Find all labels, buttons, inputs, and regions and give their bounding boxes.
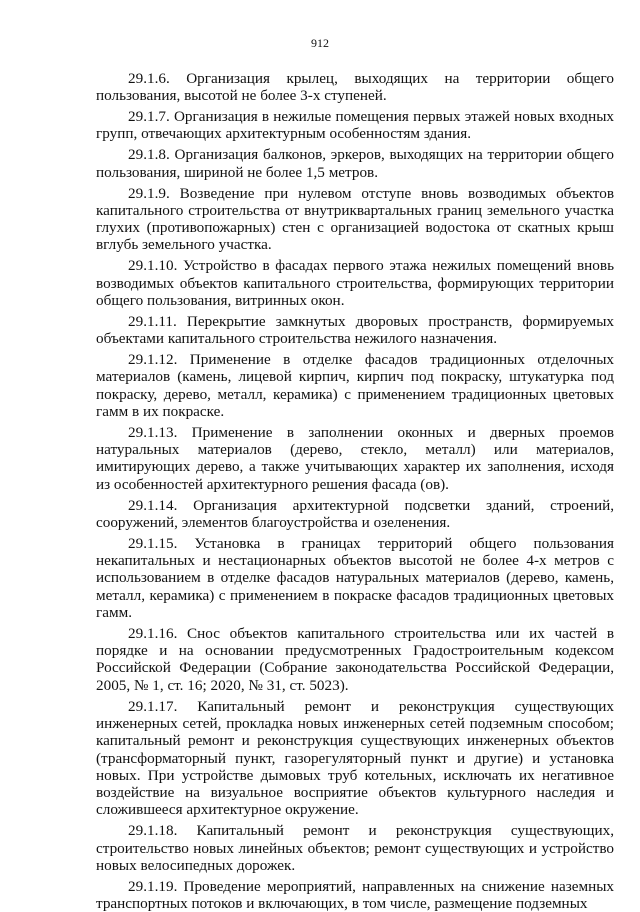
paragraph-line: сложившееся архитектурное окружение. [96, 801, 359, 819]
paragraph-line: 29.1.8. Организация балконов, эркеров, выходящих на территории общего [128, 146, 614, 164]
paragraph-line: 29.1.11. Перекрытие замкнутых дворовых пространств, формируемых [128, 312, 614, 330]
paragraph-line: 29.1.7. Организация в нежилые помещения первых этажей новых входных [128, 108, 614, 126]
paragraph-line: 29.1.18. Капитальный ремонт и реконструкция существующих, [128, 822, 614, 840]
paragraph-line: металл, керамика) с применением в покраске фасадов традиционных цветовых [96, 586, 614, 604]
paragraph [96, 108, 614, 143]
paragraph-line: некапитальных и нестационарных объектов высотой не более 4-х метров с [96, 552, 614, 570]
paragraph-line: инженерных сетей, прокладка новых инженерных сетей подземным способом; [96, 714, 614, 732]
paragraph-line: 29.1.13. Применение в заполнении оконных и дверных проемов [128, 423, 614, 441]
page-number: 912 [311, 36, 329, 50]
paragraph-line: гамм. [96, 603, 132, 621]
paragraph-line: пользования, шириной не более 1,5 метров. [96, 163, 379, 181]
paragraph-line: воздействие на визуальное восприятие объектов культурного наследия и [96, 784, 614, 802]
paragraph-line: порядке и на основании предусмотренных Градостроительным кодексом [96, 642, 614, 660]
paragraph-line: сооружений, элементов благоустройства и озеленения. [96, 513, 451, 531]
paragraph-line: строительство новых линейных объектов; ремонт существующих и устройство [96, 839, 614, 857]
paragraph [96, 424, 614, 493]
paragraph-line: имитирующих дерево, а также учитывающих характер их заполнения, исходя [96, 458, 614, 476]
paragraph [96, 146, 614, 181]
paragraph-line: материалов (камень, лицевой кирпич, кирпич под покраску, штукатурка под [96, 368, 614, 386]
paragraph-line: транспортных потоков и включающих, в том числе, размещение подземных [96, 895, 588, 912]
paragraph [96, 185, 614, 254]
paragraph-line: 29.1.9. Возведение при нулевом отступе вновь возводимых объектов [128, 184, 614, 202]
paragraph-line: возводимых объектов капитального строительства, формирующих территории [96, 274, 614, 292]
paragraph [96, 878, 614, 912]
paragraph [96, 535, 614, 621]
paragraph [96, 822, 614, 874]
paragraph-line: общего пользования, витринных окон. [96, 291, 345, 309]
paragraph-line: 29.1.12. Применение в отделке фасадов традиционных отделочных [128, 351, 614, 369]
paragraph-line: капитальный ремонт и реконструкция существующих инженерных объектов [96, 732, 614, 750]
paragraph [96, 257, 614, 309]
paragraph [96, 70, 614, 105]
paragraph-line: 29.1.6. Организация крылец, выходящих на территории общего [128, 70, 614, 87]
paragraph-line: из особенностей архитектурного решения фасада (ов). [96, 475, 449, 493]
paragraph-line: Российской Федерации (Собрание законодательства Российской Федерации, [96, 659, 614, 677]
paragraph-line: гамм в их покраске. [96, 402, 225, 420]
paragraph-line: 29.1.14. Организация архитектурной подсветки зданий, строений, [128, 496, 614, 514]
paragraph-line: капитального строительства от внутриквартальных границ земельного участка [96, 201, 614, 219]
paragraph [96, 625, 614, 694]
paragraph-line: 29.1.16. Снос объектов капитального строительства или их частей в [128, 624, 614, 642]
paragraph-line: 29.1.10. Устройство в фасадах первого этажа нежилых помещений вновь [128, 257, 614, 275]
paragraph [96, 313, 614, 348]
paragraph-line: групп, отвечающих архитектурным особенностям здания. [96, 125, 472, 143]
paragraph-line: натуральных материалов (дерево, стекло, металл) или материалов, [96, 441, 614, 459]
paragraph [96, 698, 614, 819]
paragraph-line: пользования, высотой не более 3-х ступеней. [96, 87, 387, 105]
paragraph-line: объектами капитального строительства нежилого назначения. [96, 330, 498, 348]
paragraph [96, 351, 614, 420]
paragraph [96, 497, 614, 532]
paragraph-line: покраску, дерево, металл, керамика) с применением традиционных цветовых [96, 385, 614, 403]
document-body [96, 70, 614, 912]
paragraph-line: 2005, № 1, ст. 16; 2020, № 31, ст. 5023). [96, 676, 349, 694]
paragraph-line: 29.1.19. Проведение мероприятий, направленных на снижение наземных [128, 877, 614, 895]
paragraph-line: новых. При устройстве дымовых труб котельных, исключать их негативное [96, 766, 614, 784]
paragraph-line: глухих (противопожарных) стен с организацией водостока от скатных крыш [96, 219, 614, 237]
paragraph-line: 29.1.15. Установка в границах территорий общего пользования [128, 534, 614, 552]
paragraph-line: вглубь земельного участка. [96, 236, 272, 254]
paragraph-line: (трансформаторный пункт, газорегуляторный пункт и другие) и установка [96, 749, 614, 767]
paragraph-line: 29.1.17. Капитальный ремонт и реконструкция существующих [128, 697, 614, 715]
paragraph-line: использованием в отделке фасадов натуральных материалов (дерево, камень, [96, 569, 614, 587]
paragraph-line: новых велосипедных дорожек. [96, 856, 296, 874]
